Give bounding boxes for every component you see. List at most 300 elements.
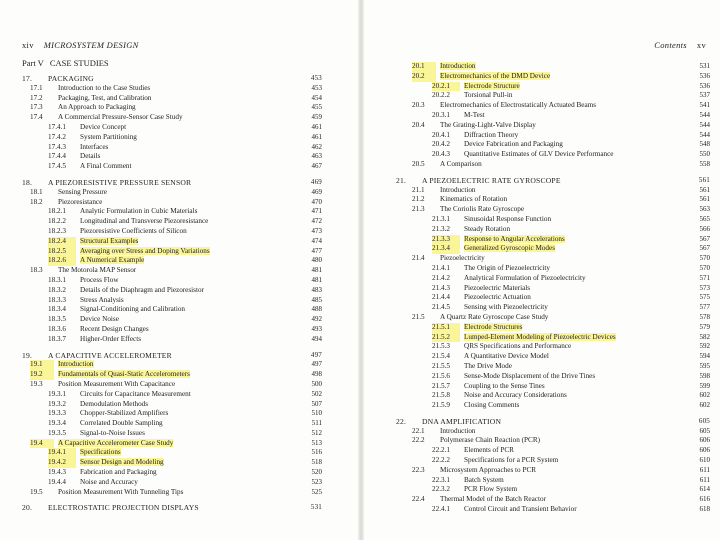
toc-subsection-entry bbox=[412, 244, 710, 254]
toc-entry-number: 21.5.1 bbox=[432, 323, 460, 333]
toc-subsection-entry bbox=[22, 152, 334, 162]
toc-entry-page: 461 bbox=[311, 132, 322, 141]
toc-entry-page: 606 bbox=[699, 436, 710, 445]
toc-entry-page: 453 bbox=[311, 83, 322, 92]
toc-entry-page: 605 bbox=[698, 416, 710, 425]
toc-section-entry bbox=[22, 380, 334, 390]
toc-subsection-entry bbox=[412, 150, 710, 160]
toc-entry-number: 19.3.5 bbox=[48, 428, 66, 437]
toc-subsection-entry bbox=[22, 419, 334, 429]
toc-entry-number: 21.5.5 bbox=[432, 361, 450, 370]
toc-entry-title: Electromechanics of the DMD Device bbox=[440, 71, 551, 80]
toc-entry-title: Introduction to the Case Studies bbox=[58, 83, 151, 92]
toc-entry-title: PACKAGING bbox=[48, 74, 94, 83]
toc-entry-page: 502 bbox=[311, 389, 322, 398]
toc-section-entry bbox=[22, 488, 334, 498]
toc-entry-page: 462 bbox=[311, 142, 322, 151]
toc-section-entry bbox=[22, 84, 334, 94]
toc-entry-number: 17.4 bbox=[30, 113, 43, 122]
toc-entry-number: 21.4.2 bbox=[432, 273, 450, 282]
toc-entry-page: 453 bbox=[310, 74, 322, 82]
toc-subsection-entry bbox=[412, 352, 710, 362]
toc-entry-page: 481 bbox=[311, 266, 322, 275]
toc-entry-number: 19.3.2 bbox=[48, 399, 66, 408]
toc-entry-number: 18.3.3 bbox=[48, 295, 66, 304]
toc-entry-page: 541 bbox=[699, 101, 710, 110]
toc-chapter-entry bbox=[22, 503, 334, 513]
toc-entry-title: Control Circuit and Transient Behavior bbox=[464, 505, 577, 514]
toc-entry-title: Details bbox=[80, 152, 101, 161]
toc-entry-page: 544 bbox=[699, 130, 710, 139]
toc-entry-page: 498 bbox=[311, 370, 322, 379]
toc-entry-title: Position Measurement With Capacitance bbox=[58, 379, 176, 388]
toc-entry-number: 19.3.3 bbox=[48, 409, 66, 418]
toc-entry-page: 485 bbox=[311, 295, 322, 304]
toc-entry-title: Analytical Formulation of Piezoelectricity bbox=[464, 273, 586, 282]
toc-entry-title: Introduction bbox=[440, 426, 476, 435]
toc-subsection-entry bbox=[412, 372, 710, 382]
toc-entry-number: 20.2.1 bbox=[432, 82, 460, 92]
left-book-title: MICROSYSTEM DESIGN bbox=[43, 40, 139, 50]
toc-entry-page: 463 bbox=[311, 152, 322, 161]
toc-entry-number: 20.3 bbox=[412, 101, 425, 110]
toc-entry-title: Piezoresistance bbox=[58, 197, 103, 206]
toc-entry-page: 512 bbox=[311, 428, 322, 437]
toc-entry-number: 21.4.4 bbox=[432, 293, 450, 302]
part-heading bbox=[22, 58, 109, 68]
toc-section-entry bbox=[22, 370, 334, 380]
toc-subsection-entry bbox=[412, 485, 710, 495]
toc-entry-page: 595 bbox=[699, 361, 710, 370]
toc-entry-page: 599 bbox=[699, 381, 710, 390]
toc-entry-page: 548 bbox=[699, 140, 710, 149]
toc-entry-number: 18.2 bbox=[30, 197, 43, 206]
toc-entry-page: 467 bbox=[311, 162, 322, 171]
toc-entry-title: A Numerical Example bbox=[80, 256, 145, 265]
toc-entry-number: 19.2 bbox=[30, 370, 54, 380]
toc-section-entry bbox=[22, 188, 334, 198]
toc-entry-number: 18. bbox=[22, 177, 33, 187]
toc-entry-title: Steady Rotation bbox=[464, 224, 511, 233]
right-page-number: xv bbox=[696, 40, 706, 50]
toc-entry-number: 17. bbox=[22, 74, 33, 83]
toc-entry-page: 605 bbox=[699, 426, 710, 435]
toc-entry-title: Device Concept bbox=[80, 122, 127, 131]
toc-entry-page: 561 bbox=[698, 175, 710, 184]
right-page bbox=[362, 0, 720, 540]
toc-entry-number: 17.1 bbox=[30, 83, 43, 92]
toc-entry-number: 19.4 bbox=[30, 439, 54, 449]
toc-subsection-entry bbox=[22, 123, 334, 133]
left-page-number: xiv bbox=[22, 40, 34, 50]
toc-entry-page: 473 bbox=[311, 226, 322, 235]
toc-subsection-entry bbox=[412, 225, 710, 235]
toc-entry-page: 536 bbox=[699, 71, 710, 80]
toc-section-entry bbox=[412, 101, 710, 111]
toc-subsection-entry bbox=[22, 286, 334, 296]
toc-entry-page: 471 bbox=[311, 207, 322, 216]
toc-subsection-entry bbox=[412, 362, 710, 372]
toc-entry-number: 21.5 bbox=[412, 312, 425, 321]
toc-entry-page: 520 bbox=[311, 468, 322, 477]
toc-entry-page: 518 bbox=[311, 458, 322, 467]
toc-entry-number: 17.3 bbox=[30, 103, 43, 112]
toc-subsection-entry bbox=[22, 237, 334, 247]
toc-entry-number: 17.2 bbox=[30, 93, 43, 102]
toc-entry-page: 567 bbox=[699, 244, 710, 253]
toc-entry-title: Structural Examples bbox=[80, 236, 139, 245]
toc-chapter-entry bbox=[396, 176, 710, 186]
toc-entry-page: 592 bbox=[699, 342, 710, 351]
toc-subsection-entry bbox=[22, 276, 334, 286]
toc-entry-number: 20.5 bbox=[412, 159, 425, 168]
part-label: Part V bbox=[22, 58, 44, 68]
toc-entry-number: 19.5 bbox=[30, 487, 43, 496]
toc-entry-page: 497 bbox=[310, 350, 322, 359]
toc-entry-page: 618 bbox=[699, 505, 710, 514]
toc-entry-title: Batch System bbox=[464, 475, 504, 484]
toc-subsection-entry bbox=[22, 296, 334, 306]
toc-entry-page: 594 bbox=[699, 352, 710, 361]
toc-entry-number: 22.4.1 bbox=[432, 505, 450, 514]
toc-entry-title: Piezoelectricity bbox=[440, 254, 485, 263]
toc-entry-page: 461 bbox=[311, 122, 322, 131]
toc-entry-page: 570 bbox=[699, 254, 710, 263]
toc-entry-page: 513 bbox=[311, 438, 322, 447]
toc-entry-number: 21.3 bbox=[412, 205, 425, 214]
toc-entry-title: M-Test bbox=[464, 110, 485, 119]
toc-entry-title: Demodulation Methods bbox=[80, 399, 149, 408]
toc-entry-page: 483 bbox=[311, 285, 322, 294]
toc-subsection-entry bbox=[412, 333, 710, 343]
toc-entry-title: QRS Specifications and Performance bbox=[464, 342, 572, 351]
toc-entry-page: 570 bbox=[699, 263, 710, 272]
right-running-head bbox=[654, 40, 706, 50]
toc-entry-number: 21.4.1 bbox=[432, 263, 450, 272]
toc-entry-number: 21. bbox=[396, 175, 407, 185]
toc-entry-number: 19.3.4 bbox=[48, 419, 66, 428]
toc-entry-number: 21.4.5 bbox=[432, 303, 450, 312]
toc-section-entry bbox=[22, 266, 334, 276]
toc-entry-title: Generalized Gyroscopic Modes bbox=[464, 244, 556, 253]
toc-entry-title: A CAPACITIVE ACCELEROMETER bbox=[48, 350, 172, 360]
toc-chapter-entry bbox=[396, 417, 710, 427]
toc-entry-page: 579 bbox=[699, 322, 710, 331]
toc-entry-title: System Partitioning bbox=[80, 132, 137, 141]
toc-entry-page: 477 bbox=[311, 246, 322, 255]
toc-entry-page: 536 bbox=[699, 81, 710, 90]
toc-entry-number: 22. bbox=[396, 416, 407, 426]
toc-entry-number: 18.3.1 bbox=[48, 275, 66, 284]
toc-section-entry bbox=[412, 254, 710, 264]
toc-section-entry bbox=[412, 195, 710, 205]
toc-entry-number: 19.4.4 bbox=[48, 477, 66, 486]
toc-entry-page: 454 bbox=[311, 93, 322, 102]
toc-entry-page: 566 bbox=[699, 224, 710, 233]
toc-section-entry bbox=[22, 103, 334, 113]
toc-entry-number: 22.3.1 bbox=[432, 475, 450, 484]
toc-subsection-entry bbox=[22, 458, 334, 468]
toc-entry-title: Analytic Formulation in Cubic Materials bbox=[80, 207, 198, 216]
toc-entry-title: A Final Comment bbox=[80, 162, 132, 171]
toc-section-entry bbox=[412, 62, 710, 72]
toc-entry-title: Sinusoidal Response Function bbox=[464, 214, 552, 223]
toc-entry-title: Introduction bbox=[440, 185, 476, 194]
toc-entry-title: A PIEZOELECTRIC RATE GYROSCOPE bbox=[422, 175, 561, 185]
toc-entry-title: Lumped-Element Modeling of Piezoelectric Devices bbox=[464, 332, 616, 341]
toc-section-entry bbox=[22, 94, 334, 104]
toc-entry-title: Closing Comments bbox=[464, 401, 520, 410]
toc-entry-number: 21.3.3 bbox=[432, 235, 460, 245]
toc-entry-title: Signal-to-Noise Issues bbox=[80, 428, 145, 437]
toc-entry-page: 582 bbox=[699, 332, 710, 341]
toc-entry-title: Sensing Pressure bbox=[58, 187, 107, 196]
toc-entry-title: Device Noise bbox=[80, 315, 119, 324]
toc-entry-number: 21.3.2 bbox=[432, 224, 450, 233]
toc-subsection-entry bbox=[412, 82, 710, 92]
toc-entry-number: 22.1 bbox=[412, 426, 425, 435]
toc-entry-title: Fabrication and Packaging bbox=[80, 468, 157, 477]
toc-entry-page: 606 bbox=[699, 446, 710, 455]
toc-entry-number: 20.4 bbox=[412, 120, 425, 129]
toc-entry-page: 602 bbox=[699, 391, 710, 400]
toc-subsection-entry bbox=[412, 284, 710, 294]
toc-subsection-entry bbox=[22, 409, 334, 419]
toc-subsection-entry bbox=[22, 400, 334, 410]
toc-entry-page: 544 bbox=[699, 120, 710, 129]
toc-section-entry bbox=[22, 198, 334, 208]
toc-entry-number: 17.4.1 bbox=[48, 122, 66, 131]
toc-subsection-entry bbox=[412, 476, 710, 486]
toc-entry-number: 22.3.2 bbox=[432, 485, 450, 494]
toc-entry-number: 21.4.3 bbox=[432, 283, 450, 292]
toc-entry-title: Noise and Accuracy Considerations bbox=[464, 391, 567, 400]
toc-entry-title: A Quantitative Device Model bbox=[464, 352, 549, 361]
toc-entry-title: Noise and Accuracy bbox=[80, 477, 138, 486]
toc-entry-page: 531 bbox=[699, 62, 710, 70]
toc-entry-page: 602 bbox=[699, 401, 710, 410]
toc-entry-page: 480 bbox=[311, 256, 322, 265]
toc-subsection-entry bbox=[22, 133, 334, 143]
toc-entry-page: 507 bbox=[311, 399, 322, 408]
toc-entry-number: 21.5.2 bbox=[432, 333, 460, 343]
toc-entry-number: 18.2.3 bbox=[48, 226, 66, 235]
toc-section-entry bbox=[22, 113, 334, 123]
toc-entry-page: 516 bbox=[311, 448, 322, 457]
toc-subsection-entry bbox=[22, 390, 334, 400]
toc-subsection-entry bbox=[412, 131, 710, 141]
toc-section-entry bbox=[412, 313, 710, 323]
toc-chapter-entry bbox=[22, 178, 334, 188]
toc-entry-title: The Drive Mode bbox=[464, 361, 512, 370]
toc-entry-number: 22.2.1 bbox=[432, 446, 450, 455]
toc-entry-title: Signal-Conditioning and Calibration bbox=[80, 305, 186, 314]
toc-entry-page: 494 bbox=[311, 334, 322, 343]
toc-entry-page: 598 bbox=[699, 371, 710, 380]
toc-entry-page: 459 bbox=[311, 113, 322, 122]
toc-entry-number: 20.4.3 bbox=[432, 150, 450, 159]
toc-subsection-entry bbox=[412, 91, 710, 101]
toc-entry-title: Piezoresistive Coefficients of Silicon bbox=[80, 226, 187, 235]
toc-entry-number: 22.3 bbox=[412, 465, 425, 474]
toc-entry-title: Recent Design Changes bbox=[80, 324, 149, 333]
toc-entry-page: 573 bbox=[699, 283, 710, 292]
toc-entry-page: 616 bbox=[699, 495, 710, 504]
toc-subsection-entry bbox=[22, 448, 334, 458]
toc-entry-number: 18.1 bbox=[30, 187, 43, 196]
toc-entry-page: 474 bbox=[311, 236, 322, 245]
toc-entry-number: 18.3.7 bbox=[48, 334, 66, 343]
toc-entry-title: Stress Analysis bbox=[80, 295, 124, 304]
toc-entry-page: 493 bbox=[311, 324, 322, 333]
toc-entry-number: 20.1 bbox=[412, 62, 436, 72]
toc-subsection-entry bbox=[412, 323, 710, 333]
toc-section-entry bbox=[412, 436, 710, 446]
toc-entry-title: Correlated Double Sampling bbox=[80, 419, 163, 428]
toc-entry-number: 18.3.4 bbox=[48, 305, 66, 314]
toc-entry-title: Specifications for a PCR System bbox=[464, 456, 559, 465]
toc-section-entry bbox=[412, 495, 710, 505]
toc-entry-page: 531 bbox=[310, 503, 322, 512]
toc-entry-title: ELECTROSTATIC PROJECTION DISPLAYS bbox=[48, 503, 199, 513]
toc-section-entry bbox=[412, 121, 710, 131]
toc-entry-title: Quantitative Estimates of GLV Device Performance bbox=[464, 150, 614, 159]
toc-entry-page: 537 bbox=[699, 91, 710, 100]
toc-entry-title: A Comparison bbox=[440, 159, 482, 168]
toc-entry-title: Response to Angular Accelerations bbox=[464, 234, 565, 243]
toc-entry-page: 561 bbox=[699, 195, 710, 204]
toc-entry-page: 563 bbox=[699, 205, 710, 214]
toc-entry-number: 19. bbox=[22, 350, 33, 360]
toc-entry-title: Sense-Mode Displacement of the Drive Tines bbox=[464, 371, 596, 380]
toc-entry-number: 21.1 bbox=[412, 185, 425, 194]
toc-entry-title: Sensor Design and Modeling bbox=[80, 458, 164, 467]
toc-entry-page: 523 bbox=[311, 477, 322, 486]
toc-entry-title: Polymerase Chain Reaction (PCR) bbox=[440, 436, 541, 445]
toc-entry-page: 455 bbox=[311, 103, 322, 112]
toc-section-entry bbox=[412, 72, 710, 82]
toc-chapter-entry bbox=[22, 351, 334, 361]
toc-entry-title: Device Fabrication and Packaging bbox=[464, 140, 563, 149]
toc-entry-number: 20.3.1 bbox=[432, 110, 450, 119]
toc-subsection-entry bbox=[22, 325, 334, 335]
toc-subsection-entry bbox=[22, 217, 334, 227]
toc-entry-title: Packaging, Test, and Calibration bbox=[58, 93, 152, 102]
toc-entry-page: 472 bbox=[311, 217, 322, 226]
toc-entry-title: The Coriolis Rate Gyroscope bbox=[440, 205, 525, 214]
toc-entry-title: The Grating-Light-Valve Display bbox=[440, 120, 536, 129]
toc-entry-title: Circuits for Capacitance Measurement bbox=[80, 389, 191, 398]
toc-entry-page: 577 bbox=[699, 303, 710, 312]
toc-entry-number: 19.1 bbox=[30, 360, 54, 370]
toc-entry-page: 561 bbox=[699, 185, 710, 194]
toc-section-entry bbox=[22, 439, 334, 449]
toc-chapter-entry bbox=[22, 74, 334, 84]
toc-subsection-entry bbox=[412, 111, 710, 121]
toc-entry-number: 22.4 bbox=[412, 495, 425, 504]
toc-entry-number: 21.5.4 bbox=[432, 352, 450, 361]
toc-entry-title: Longitudinal and Transverse Piezoresistance bbox=[80, 217, 209, 226]
toc-section-entry bbox=[412, 466, 710, 476]
toc-entry-number: 22.2 bbox=[412, 436, 425, 445]
toc-entry-title: The Motorola MAP Sensor bbox=[58, 266, 137, 275]
toc-entry-title: The Origin of Piezoelectricity bbox=[464, 263, 551, 272]
toc-subsection-entry bbox=[22, 305, 334, 315]
toc-subsection-entry bbox=[412, 235, 710, 245]
toc-entry-number: 22.2.2 bbox=[432, 456, 450, 465]
toc-entry-title: Introduction bbox=[440, 62, 476, 70]
toc-entry-number: 19.4.3 bbox=[48, 468, 66, 477]
toc-entry-page: 575 bbox=[699, 293, 710, 302]
toc-subsection-entry bbox=[412, 215, 710, 225]
toc-subsection-entry bbox=[412, 342, 710, 352]
toc-entry-number: 18.2.2 bbox=[48, 217, 66, 226]
toc-entry-number: 18.2.5 bbox=[48, 247, 76, 257]
toc-subsection-entry bbox=[22, 468, 334, 478]
toc-entry-title: DNA AMPLIFICATION bbox=[422, 416, 502, 426]
toc-entry-number: 20.2 bbox=[412, 72, 436, 82]
toc-subsection-entry bbox=[22, 227, 334, 237]
toc-entry-title: Averaging over Stress and Doping Variations bbox=[80, 246, 210, 255]
toc-subsection-entry bbox=[412, 446, 710, 456]
toc-entry-page: 511 bbox=[311, 419, 322, 428]
toc-entry-page: 550 bbox=[699, 150, 710, 159]
toc-entry-number: 17.4.4 bbox=[48, 152, 66, 161]
toc-entry-page: 481 bbox=[311, 275, 322, 284]
toc-entry-title: An Approach to Packaging bbox=[58, 103, 136, 112]
left-running-head bbox=[22, 40, 139, 50]
toc-entry-number: 20.4.2 bbox=[432, 140, 450, 149]
toc-entry-title: Introduction bbox=[58, 360, 94, 369]
toc-subsection-entry bbox=[22, 478, 334, 488]
toc-entry-page: 558 bbox=[699, 159, 710, 168]
toc-entry-number: 21.4 bbox=[412, 254, 425, 263]
toc-entry-number: 20.4.1 bbox=[432, 130, 450, 139]
toc-entry-number: 21.3.1 bbox=[432, 214, 450, 223]
toc-subsection-entry bbox=[412, 401, 710, 411]
toc-subsection-entry bbox=[412, 391, 710, 401]
toc-entry-number: 18.2.4 bbox=[48, 237, 76, 247]
toc-entry-title: Chopper-Stabilized Amplifiers bbox=[80, 409, 169, 418]
toc-entry-number: 20.2.2 bbox=[432, 91, 450, 100]
toc-entry-number: 19.4.2 bbox=[48, 458, 76, 468]
toc-entry-page: 578 bbox=[699, 312, 710, 321]
toc-entry-page: 497 bbox=[311, 360, 322, 369]
toc-entry-title: Electrode Structure bbox=[464, 81, 520, 90]
toc-entry-page: 492 bbox=[311, 315, 322, 324]
toc-entry-number: 18.3 bbox=[30, 266, 43, 275]
toc-entry-number: 19.3 bbox=[30, 379, 43, 388]
toc-subsection-entry bbox=[22, 429, 334, 439]
toc-entry-number: 17.4.2 bbox=[48, 132, 66, 141]
toc-entry-number: 17.4.3 bbox=[48, 142, 66, 151]
right-contents-label: Contents bbox=[654, 40, 687, 50]
toc-section-entry bbox=[412, 186, 710, 196]
toc-entry-title: A Capacitive Accelerometer Case Study bbox=[58, 438, 174, 447]
toc-entry-number: 18.2.1 bbox=[48, 207, 66, 216]
toc-entry-number: 18.3.6 bbox=[48, 324, 66, 333]
toc-entry-title: A Quartz Rate Gyroscope Case Study bbox=[440, 312, 549, 321]
toc-entry-title: Electrode Structures bbox=[464, 322, 523, 331]
toc-entry-number: 21.5.9 bbox=[432, 401, 450, 410]
toc-subsection-entry bbox=[22, 315, 334, 325]
toc-entry-page: 614 bbox=[699, 485, 710, 494]
toc-entry-title: Process Flow bbox=[80, 275, 119, 284]
toc-subsection-entry bbox=[412, 274, 710, 284]
toc-entry-title: Position Measurement With Tunneling Tips bbox=[58, 487, 184, 496]
toc-entry-page: 470 bbox=[311, 197, 322, 206]
toc-entry-title: Specifications bbox=[80, 448, 121, 457]
